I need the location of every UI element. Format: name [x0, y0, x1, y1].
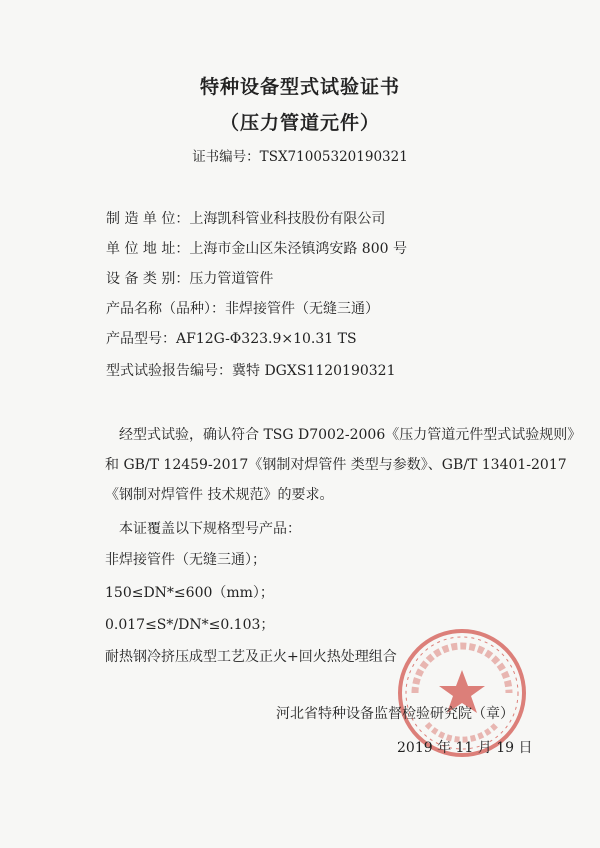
issuing-authority: 河北省特种设备监督检验研究院（章）: [276, 706, 514, 722]
certificate-title: 特种设备型式试验证书: [199, 76, 400, 98]
certificate-subtitle: （压力管道元件）: [219, 112, 380, 134]
coverage-item-dn-range: 150≤DN*≤600（mm）；: [105, 585, 274, 601]
field-manufacturer: 制 造 单 位：上海凯科管业科技股份有限公司: [106, 211, 386, 227]
coverage-intro: 本证覆盖以下规格型号产品：: [119, 521, 301, 537]
coverage-item-ratio: 0.017≤S*/DN*≤0.103；: [105, 617, 275, 633]
field-model: 产品型号：AF12G-Φ323.9×10.31 TS: [106, 331, 357, 347]
certificate-number: 证书编号：TSX71005320190321: [192, 149, 408, 165]
conformity-paragraph: 经型式试验，确认符合 TSG D7002-2006《压力管道元件型式试验规则》和 GB/T 12459-2017《钢制对焊管件 类型与参数》、GB/T 13401-2017《钢制对焊管件 技术规范》的要求。: [105, 427, 575, 503]
field-product-name: 产品名称（品种）：非焊接管件（无缝三通）: [106, 301, 379, 317]
coverage-item-process: 耐热钢冷挤压成型工艺及正火+回火热处理组合: [105, 649, 397, 665]
issue-date: 2019 年 11 月 19 日: [397, 740, 533, 756]
field-report-number: 型式试验报告编号：冀特 DGXS1120190321: [106, 363, 396, 379]
field-category: 设 备 类 别：压力管道管件: [106, 271, 274, 287]
field-address: 单 位 地 址：上海市金山区朱泾镇鸿安路 800 号: [106, 241, 407, 257]
coverage-item-type: 非焊接管件（无缝三通）；: [105, 552, 266, 568]
